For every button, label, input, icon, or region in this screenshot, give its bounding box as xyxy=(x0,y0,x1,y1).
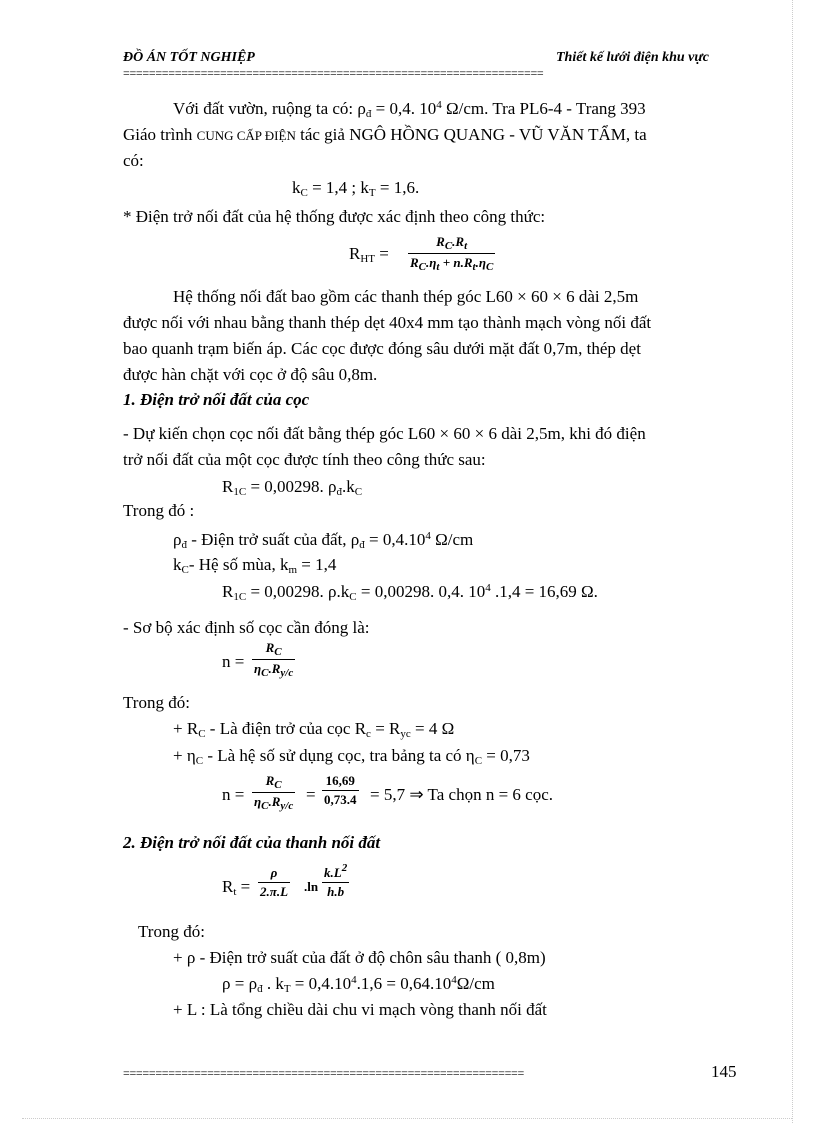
page-right-edge xyxy=(792,0,793,1123)
page-bottom-edge xyxy=(22,1118,792,1119)
para2-line4: được hàn chặt với cọc ở độ sâu 0,8m. xyxy=(123,365,378,384)
rht-lhs: $R_{HT}$ = xyxy=(349,244,389,265)
para1-line2: Giáo trình CUNG CẤP ĐIỆN tác giả NGÔ HỒNG QUANG - VŨ VĂN TẨM, ta xyxy=(123,125,647,144)
n-fraction: $R_C$ $\eta_C.R_{y/c}$ xyxy=(254,640,294,679)
kc-kt-values: $k_C = 1,4$ ; $k_T = 1,6$. xyxy=(292,178,420,199)
para1-line3: có: xyxy=(123,151,144,170)
section1-title: 1. Điện trở nối đất của cọc xyxy=(123,390,310,409)
where-label-2: Trong đó: xyxy=(123,693,190,712)
header-left: ĐỒ ÁN TỐT NGHIỆP xyxy=(123,50,255,65)
header-rule: ================================================================= xyxy=(123,66,544,80)
rho-depth-calc: $\rho = \rho_đ$ . $k_T = 0,4.10^4.1,6 = 0,64.10^4\Omega/cm$ xyxy=(222,974,495,995)
eta-definition: + $\eta_C$ - Là hệ số sử dụng cọc, tra bảng ta có $\eta_C = 0,73$ xyxy=(173,746,530,767)
where-label-3: Trong đó: xyxy=(138,922,205,941)
n-calc-fraction2: 16,69 0,73.4 xyxy=(324,773,357,807)
para2-line1: Hệ thống nối đất bao gồm các thanh thép góc L60 × 60 × 6 dài 2,5m xyxy=(173,287,639,306)
rt-ln: .ln xyxy=(304,879,319,894)
n-calc-eq: = xyxy=(306,785,316,804)
para1-line1: Với đất vườn, ruộng ta có: $\rho_đ = 0,4$. $10^4$ Ω/cm. Tra PL6-4 - Trang 393 xyxy=(173,99,646,120)
n-calc-lhs: n = xyxy=(222,785,245,804)
rt-fraction1: ρ 2.π.L xyxy=(260,865,289,899)
header-right: Thiết kế lưới điện khu vực xyxy=(556,50,710,65)
rt-lhs: $R_t$ = xyxy=(222,877,251,898)
r1c-calculation: $R_{1C} = 0,00298$. $\rho.k_C = 0,00298$. 0,4. $10^4$ .1,4 = 16,69 Ω. xyxy=(222,582,598,603)
footer-rule: ============================================================== xyxy=(123,1066,524,1080)
section1-line1: - Dự kiến chọn cọc nối đất bằng thép góc L60 × 60 × 6 dài 2,5m, khi đó điện xyxy=(123,424,646,443)
r1c-formula: $R_{1C} = 0,00298$. $\rho_đ.k_C$ xyxy=(222,477,363,498)
rho-depth-definition: + ρ - Điện trở suất của đất ở độ chôn sâu thanh ( 0,8m) xyxy=(173,948,546,967)
rht-fraction: $R_C.R_t$ $R_C.\eta_t + n.R_t.\eta_C$ xyxy=(410,234,494,273)
section1-line2: trở nối đất của một cọc được tính theo công thức sau: xyxy=(123,450,486,469)
rho-definition: $\rho_đ$ - Điện trở suất của đất, $\rho_đ = 0,4.10^4$ Ω/cm xyxy=(173,530,474,551)
system-formula-intro: * Điện trở nối đất của hệ thống được xác định theo công thức: xyxy=(123,207,546,226)
para2-line2: được nối với nhau bằng thanh thép dẹt 40x4 mm tạo thành mạch vòng nối đất xyxy=(123,313,652,332)
section2-title: 2. Điện trở nối đất của thanh nối đất xyxy=(123,833,381,852)
l-definition: + L : Là tổng chiều dài chu vi mạch vòng thanh nối đất xyxy=(173,1000,547,1019)
rt-fraction2: $k.L^2$ h.b xyxy=(324,862,348,899)
n-calc-result: = 5,7 ⇒ Ta chọn n = 6 cọc. xyxy=(370,785,553,804)
para2-line3: bao quanh trạm biến áp. Các cọc được đóng sâu dưới mặt đất 0,7m, thép dẹt xyxy=(123,339,641,358)
n-lhs: n = xyxy=(222,652,245,671)
where-label-1: Trong đó : xyxy=(123,501,195,520)
n-calc-fraction1: $R_C$ $\eta_C.R_{y/c}$ xyxy=(254,773,294,812)
rc-definition: + $R_C$ - Là điện trở của cọc $R_c = R_{yc} = 4$ Ω xyxy=(173,719,455,740)
page-number: 145 xyxy=(711,1062,737,1081)
count-intro: - Sơ bộ xác định số cọc cần đóng là: xyxy=(123,618,370,637)
kc-definition: $k_C-$ Hệ số mùa, $k_m = 1,4$ xyxy=(173,555,337,576)
